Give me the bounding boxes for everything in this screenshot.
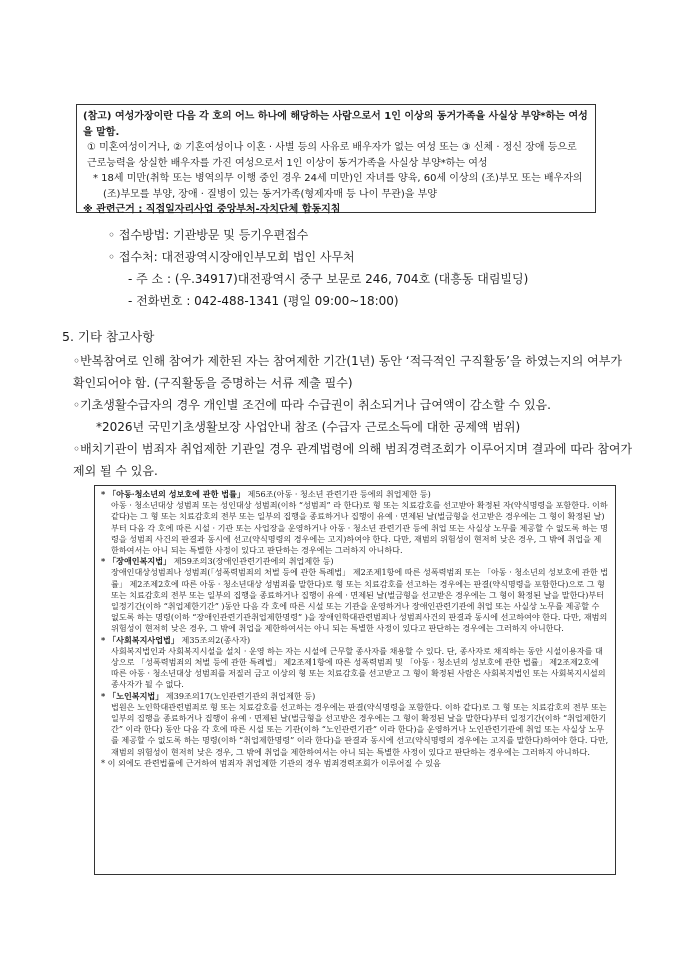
law4-body: 법원은 노인학대관련범죄로 형 또는 치료감호를 선고하는 경우에는 판결(약식명령을 포함한다. 이하 같다)로 그 형 또는 치료감호의 전부 또는 일부의 집행을 종료하거나 집행이 유예 · 면제된 날(벌금형을 선고받은 경우에는 그 형이 확정된 날을 말한다)부터 일정기간(이하 “취업제한기간” 이라 한다) 동안 다음 각 호에 따른 시설 또는 기관(이하 “노인관련기관” 이라 한다)을 운영하거나 노인관련기관에 취업 또는 사실상 노무를 제공할 수 없도록 하는 명령(이하 “취업제한명령” 이라 한다)을 판결과 동시에 선고(약식명령의 경우에는 고지를 말한다)하여야 한다. 다만, 재범의 위험성이 현저히 낮은 경우, 그 밖에 취업을 제한하여서는 아니 되는 특별한 사정이 있다고 판단하는 경우에는 그러하지 아니하다. bbox=[111, 701, 609, 757]
law-box-closing: * 이 외에도 관련법률에 근거하여 범죄자 취업제한 기관의 경우 범죄경력조회가 이루어질 수 있음 bbox=[101, 757, 441, 768]
note-basis: ※ 관련근거 : 직접일자리사업 중앙부처-자치단체 합동지침 bbox=[83, 204, 341, 215]
note-footnote: * 18세 미만(취학 또는 병역의무 이행 중인 경우 24세 미만)인 자녀를 양육, 60세 이상의 (조)부모 또는 배우자의 (조)부모를 부양, 장애 · 질병이 있는 동거가족(형제자매 등 나이 무관)을 부양 bbox=[93, 173, 583, 200]
note-title: (참고) 여성가장이란 다음 각 호의 어느 하나에 해당하는 사람으로서 1인 이상의 동거가족을 사실상 부양*하는 여성을 말함. bbox=[83, 111, 588, 138]
law2-article: 제59조의3(장애인관련기관에의 취업제한 등) bbox=[171, 556, 334, 567]
section5-item1: ◦반복참여로 인해 참여가 제한된 자는 참여제한 기간(1년) 동안 ‘적극적인 구직활동’을 하였는지의 여부가 확인되어야 함. (구직활동을 증명하는 서류 제출 필수) bbox=[73, 354, 622, 390]
law1-body: 아동 · 청소년대상 성범죄 또는 성인대상 성범죄(이하 “성범죄” 라 한다)로 형 또는 치료감호를 선고받아 확정된 자(약식명령을 포함한다. 이하 같다)는 그 형 또는 치료감호의 전부 또는 일부의 집행을 종료하거나 집행이 유예 · 면제된 날(벌금형을 선고받은 경우에는 그 형이 확정된 날)부터 다음 각 호에 따른 시설 · 기관 또는 사업장을 운영하거나 아동 · 청소년 관련기관 등에 취업 또는 사실상 노무를 제공할 수 없도록 하는 명령을 성범죄 사건의 판결과 동시에 선고(약식명령의 경우에는 고지)하여야 한다. 다만, 재범의 위험성이 현저히 낮은 경우, 그 밖에 취업을 제한하여서는 아니 되는 특별한 사정이 있다고 판단하는 경우에는 그러하지 아니하다. bbox=[111, 500, 608, 556]
apply-address: - 주 소 : (우.34917)대전광역시 중구 보문로 246, 704호 (대흥동 대림빌딩) bbox=[128, 272, 529, 286]
law3-title: * 「사회복지사업법」 bbox=[101, 634, 179, 645]
law1-article: 제56조(아동 · 청소년 관련기관 등에의 취업제한 등) bbox=[244, 489, 431, 499]
law3-body: 사회복지법인과 사회복지시설을 설치 · 운영 하는 자는 시설에 근무할 종사자를 채용할 수 있다. 단, 종사자로 채직하는 동안 시설이용자를 대상으로 「성폭력범죄의 처벌 등에 관한 특례법」 제2조제1항에 따른 성폭력범죄 및 「아동 · 청소년의 성보호에 관한 법률」 제2조제2호에 따른 아동 · 청소년대상 성범죄를 저질러 금고 이상의 형 또는 치료감호를 선고받고 그 형이 확정된 사람은 사회복지법인 또는 사회복지시설의 종사자가 될 수 없다. bbox=[111, 645, 606, 690]
law2-title: * 「장애인복지법」 bbox=[101, 556, 172, 567]
section5-item3: ◦배치기관이 범죄자 취업제한 기관일 경우 관계법령에 의해 범죄경력조회가 이루어지며 결과에 따라 참여가 제외 될 수 있음. bbox=[73, 442, 633, 478]
note-criteria: ① 미혼여성이거나, ② 기혼여성이나 이혼 · 사별 등의 사유로 배우자가 없는 여성 또는 ③ 신체 · 정신 장애 등으로 근로능력을 상실한 배우자를 가진 여성으로서 1인 이상이 동거가족을 사실상 부양*하는 여성 bbox=[87, 142, 577, 169]
apply-place: ◦ 접수처: 대전광역시장애인부모회 법인 사무처 bbox=[108, 250, 355, 264]
law3-article: 제35조의2(종사자) bbox=[178, 634, 251, 645]
law4-article: 제39조의17(노인관련기관의 취업제한 등) bbox=[163, 690, 316, 701]
law4-title: * 「노인복지법」 bbox=[101, 690, 164, 701]
section5-item2-note: *2026년 국민기초생활보장 사업안내 참조 (수급자 근로소득에 대한 공제액 범위) bbox=[96, 420, 521, 434]
female-householder-note-box bbox=[76, 104, 596, 213]
section5-item2: ◦기초생활수급자의 경우 개인별 조건에 따라 수급권이 취소되거나 급여액이 감소할 수 있음. bbox=[73, 398, 551, 412]
law1-title: * 「아동·청소년의 성보호에 관한 법률」 bbox=[101, 489, 245, 499]
law2-body: 장애인대상성범죄나 성범죄(「성폭력범죄의 처벌 등에 관한 특례법」 제2조제1항에 따른 성폭력범죄 또는 「아동 · 청소년의 성보호에 관한 법률」 제2조제2호에 따른 아동 · 청소년대상 성범죄를 말한다)로 형 또는 치료감호를 선고하는 경우에는 판결(약식명령을 포함한다)으로 그 형 또는 치료감호의 전부 또는 일부의 집행을 종료하거나 집행이 유예 · 면제된 날(벌금형을 선고받은 경우에는 그 형이 확정된 날을 말한다)부터 일정기간(이하 “취업제한기간” )동안 다음 각 호에 따른 시설 또는 기관을 운영하거나 장애인관련기관에 취업 또는 사실상 노무를 제공할 수 없도록 하는 명령(이하 “장애인관련기관취업제한명령” )을 장애인학대관련범죄나 성범죄사건의 판결과 동시에 선고하여야 한다. 다만, 재범의 위험성이 현저히 낮은 경우, 그 밖에 취업을 제한하여서는 아니 되는 특별한 사정이 있다고 판단하는 경우에는 그러하지 아니한다. bbox=[111, 567, 609, 634]
apply-method: ◦ 접수방법: 기관방문 및 등기우편접수 bbox=[108, 228, 309, 242]
employment-restriction-laws-box bbox=[94, 485, 616, 875]
section5-heading: 5. 기타 참고사항 bbox=[62, 329, 155, 344]
apply-phone: - 전화번호 : 042-488-1341 (평일 09:00~18:00) bbox=[128, 294, 399, 308]
